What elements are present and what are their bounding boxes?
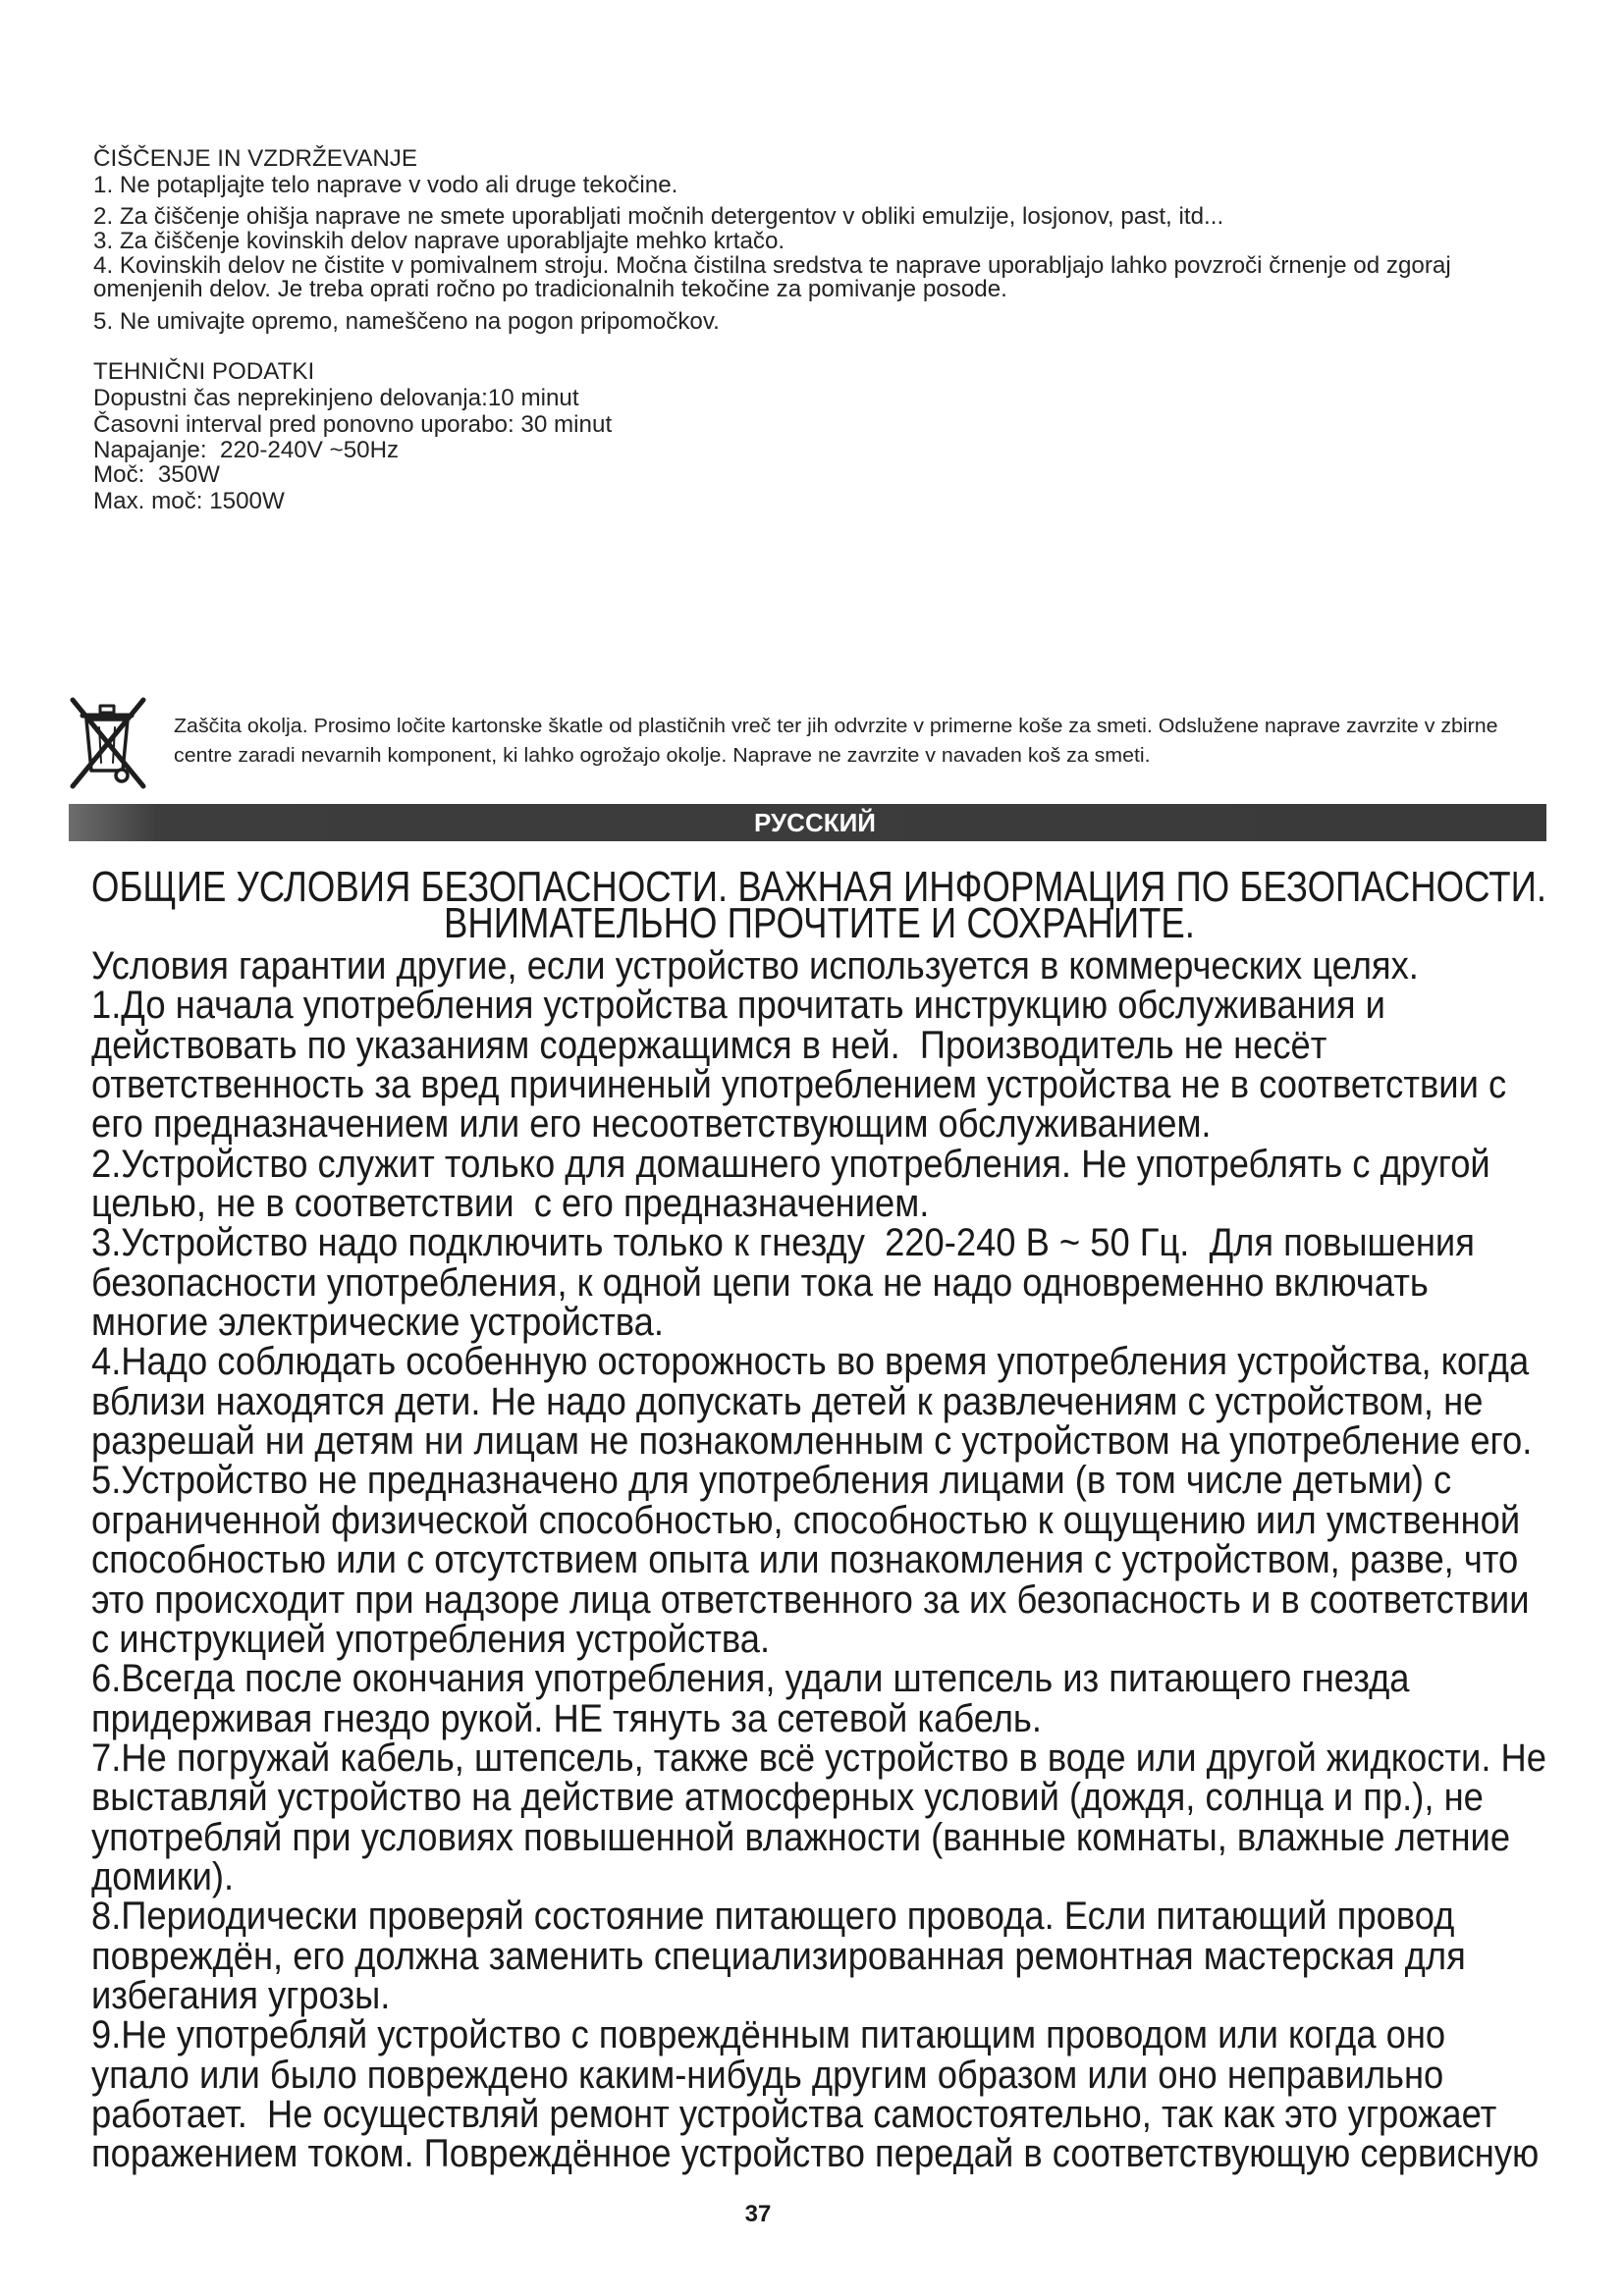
cleaning-instruction-line: 4. Kovinskih delov ne čistite v pomivalnem stroju. Močna čistilna sredstva te naprave uporabljajo lahko povzroči črnenje od zgoraj — [93, 252, 1451, 279]
environment-notice-line: Zaščita okolja. Prosimo ločite kartonske škatle od plastičnih vreč ter jih odvrzite v primerne koše za smeti. Odslužene naprave zavrzite v zbirne — [174, 716, 1498, 737]
safety-instruction-line: 2.Устройство служит только для домашнего употребления. Не употреблять с другой — [91, 1142, 1490, 1186]
safety-instruction-line: поражением током. Повреждённое устройство передай в соответствующую сервисную — [91, 2132, 1540, 2176]
technical-data-line: Napajanje: 220-240V ~50Hz — [93, 437, 400, 463]
safety-instruction-line: Условия гарантии другие, если устройство используется в коммерческих целях. — [91, 944, 1419, 988]
environment-notice-line: centre zaradi nevarnih komponent, ki lahko ogrožajo okolje. Naprave ne zavrzite v navaden koš za smeti. — [174, 745, 1151, 767]
safety-instruction-line: домики). — [91, 1854, 235, 1898]
safety-instruction-line: 7.Не погружай кабель, штепсель, также всё устройство в воде или другой жидкости. Не — [91, 1735, 1546, 1780]
safety-heading — [91, 863, 1547, 947]
crossed-out-wheelie-bin-icon — [67, 692, 149, 792]
cleaning-instruction-line: 5. Ne umivajte opremo, nameščeno na pogon pripomočkov. — [93, 308, 720, 335]
safety-heading-subline: ВНИМАТЕЛЬНО ПРОЧТИТЕ И СОХРАНИТЕ. — [443, 899, 1195, 947]
safety-instruction-line: придерживая гнездо рукой. НЕ тянуть за сетевой кабель. — [91, 1696, 1042, 1740]
safety-instruction-line: целью, не в соответствии с его предназначением. — [91, 1182, 930, 1226]
technical-data-line: Dopustni čas neprekinjeno delovanja:10 minut — [93, 385, 579, 411]
safety-instruction-line: действовать по указаниям содержащимся в ней. Производитель не несёт — [91, 1023, 1327, 1067]
safety-instruction-line: ограниченной физической способностью, способностью к ощущению иил умственной — [91, 1498, 1521, 1542]
page-number: 37 — [744, 2201, 772, 2227]
safety-instruction-line: вблизи находятся дети. Не надо допускать детей к развлечениям с устройством, не — [91, 1379, 1484, 1423]
safety-instruction-line: разрешай ни детям ни лицам не познакомленным с устройством на употребление его. — [91, 1419, 1533, 1464]
technical-data-line: Časovni interval pred ponovno uporabo: 30 minut — [93, 411, 613, 438]
safety-instruction-line: повреждён, его должна заменить специализированная ремонтная мастерская для — [91, 1934, 1466, 1978]
technical-data-line: Max. moč: 1500W — [93, 488, 285, 514]
safety-instruction-line: это происходит при надзоре лица ответственного за их безопасность и в соответствии — [91, 1577, 1530, 1622]
safety-instruction-line: многие электрические устройства. — [91, 1301, 664, 1345]
cleaning-section-title: ČIŠČENJE IN VZDRŽEVANJE — [93, 145, 418, 172]
safety-instruction-line: 6.Всегда после окончания употребления, удали штепсель из питающего гнезда — [91, 1657, 1410, 1701]
language-section-label: РУССКИЙ — [754, 808, 876, 837]
cleaning-instruction-line: 1. Ne potapljajte telo naprave v vodo ali druge tekočine. — [93, 172, 678, 198]
safety-instruction-line: работает. Не осуществляй ремонт устройства самостоятельно, так как это угрожает — [91, 2092, 1497, 2136]
safety-instruction-line: 3.Устройство надо подключить только к гнезду 220-240 В ~ 50 Гц. Для повышения — [91, 1221, 1475, 1265]
cleaning-instruction-line: 3. Za čiščenje kovinskih delov naprave uporabljajte mehko krtačo. — [93, 228, 785, 254]
cleaning-instruction-line: 2. Za čiščenje ohišja naprave ne smete uporabljati močnih detergentov v obliki emulzije, losjonov, past, itd... — [93, 203, 1224, 230]
safety-instruction-line: 1.До начала употребления устройства прочитать инструкцию обслуживания и — [91, 984, 1385, 1028]
safety-instruction-line: упало или было повреждено каким-нибудь другим образом или оно неправильно — [91, 2053, 1444, 2097]
language-section-bar — [69, 804, 1546, 841]
technical-data-title: TEHNIČNI PODATKI — [93, 358, 315, 385]
safety-instruction-line: 4.Надо соблюдать особенную осторожность во время употребления устройства, когда — [91, 1340, 1530, 1384]
technical-data-line: Moč: 350W — [93, 461, 220, 488]
safety-instruction-line: 8.Периодически проверяй состояние питающего провода. Если питающий провод — [91, 1895, 1455, 1939]
safety-instruction-line: избегания угрозы. — [91, 1973, 391, 2017]
slovenian-section — [93, 0, 1527, 520]
safety-instruction-line: употребляй при условиях повышенной влажности (ванные комнаты, влажные летние — [91, 1815, 1511, 1859]
environment-notice — [174, 712, 1568, 771]
safety-heading-line: ОБЩИЕ УСЛОВИЯ БЕЗОПАСНОСТИ. ВАЖНАЯ ИНФОРМАЦИЯ ПО БЕЗОПАСНОСТИ. — [91, 863, 1547, 911]
safety-instruction-line: с инструкцией употребления устройства. — [91, 1617, 771, 1661]
safety-instruction-line: способностью или с отсутствием опыта или познакомления с устройством, разве, что — [91, 1538, 1519, 1582]
safety-instruction-line: выставляй устройство на действие атмосферных условий (дождя, солнца и пр.), не — [91, 1776, 1484, 1820]
safety-instruction-line: 5.Устройство не предназначено для употребления лицами (в том числе детьми) с — [91, 1459, 1452, 1503]
safety-instruction-line: ответственность за вред причиненый употреблением устройства не в соответствии с — [91, 1063, 1507, 1107]
safety-instruction-line: безопасности употребления, к одной цепи тока не надо одновременно включать — [91, 1260, 1429, 1305]
safety-instruction-line: его предназначением или его несоответствующим обслуживанием. — [91, 1102, 1212, 1147]
safety-instructions — [91, 946, 1546, 2174]
cleaning-instruction-line: omenjenih delov. Je treba oprati ročno po tradicionalnih tekočine za pomivanje posode. — [93, 276, 1007, 302]
safety-instruction-line: 9.Не употребляй устройство с повреждённым питающим проводом или когда оно — [91, 2013, 1446, 2057]
